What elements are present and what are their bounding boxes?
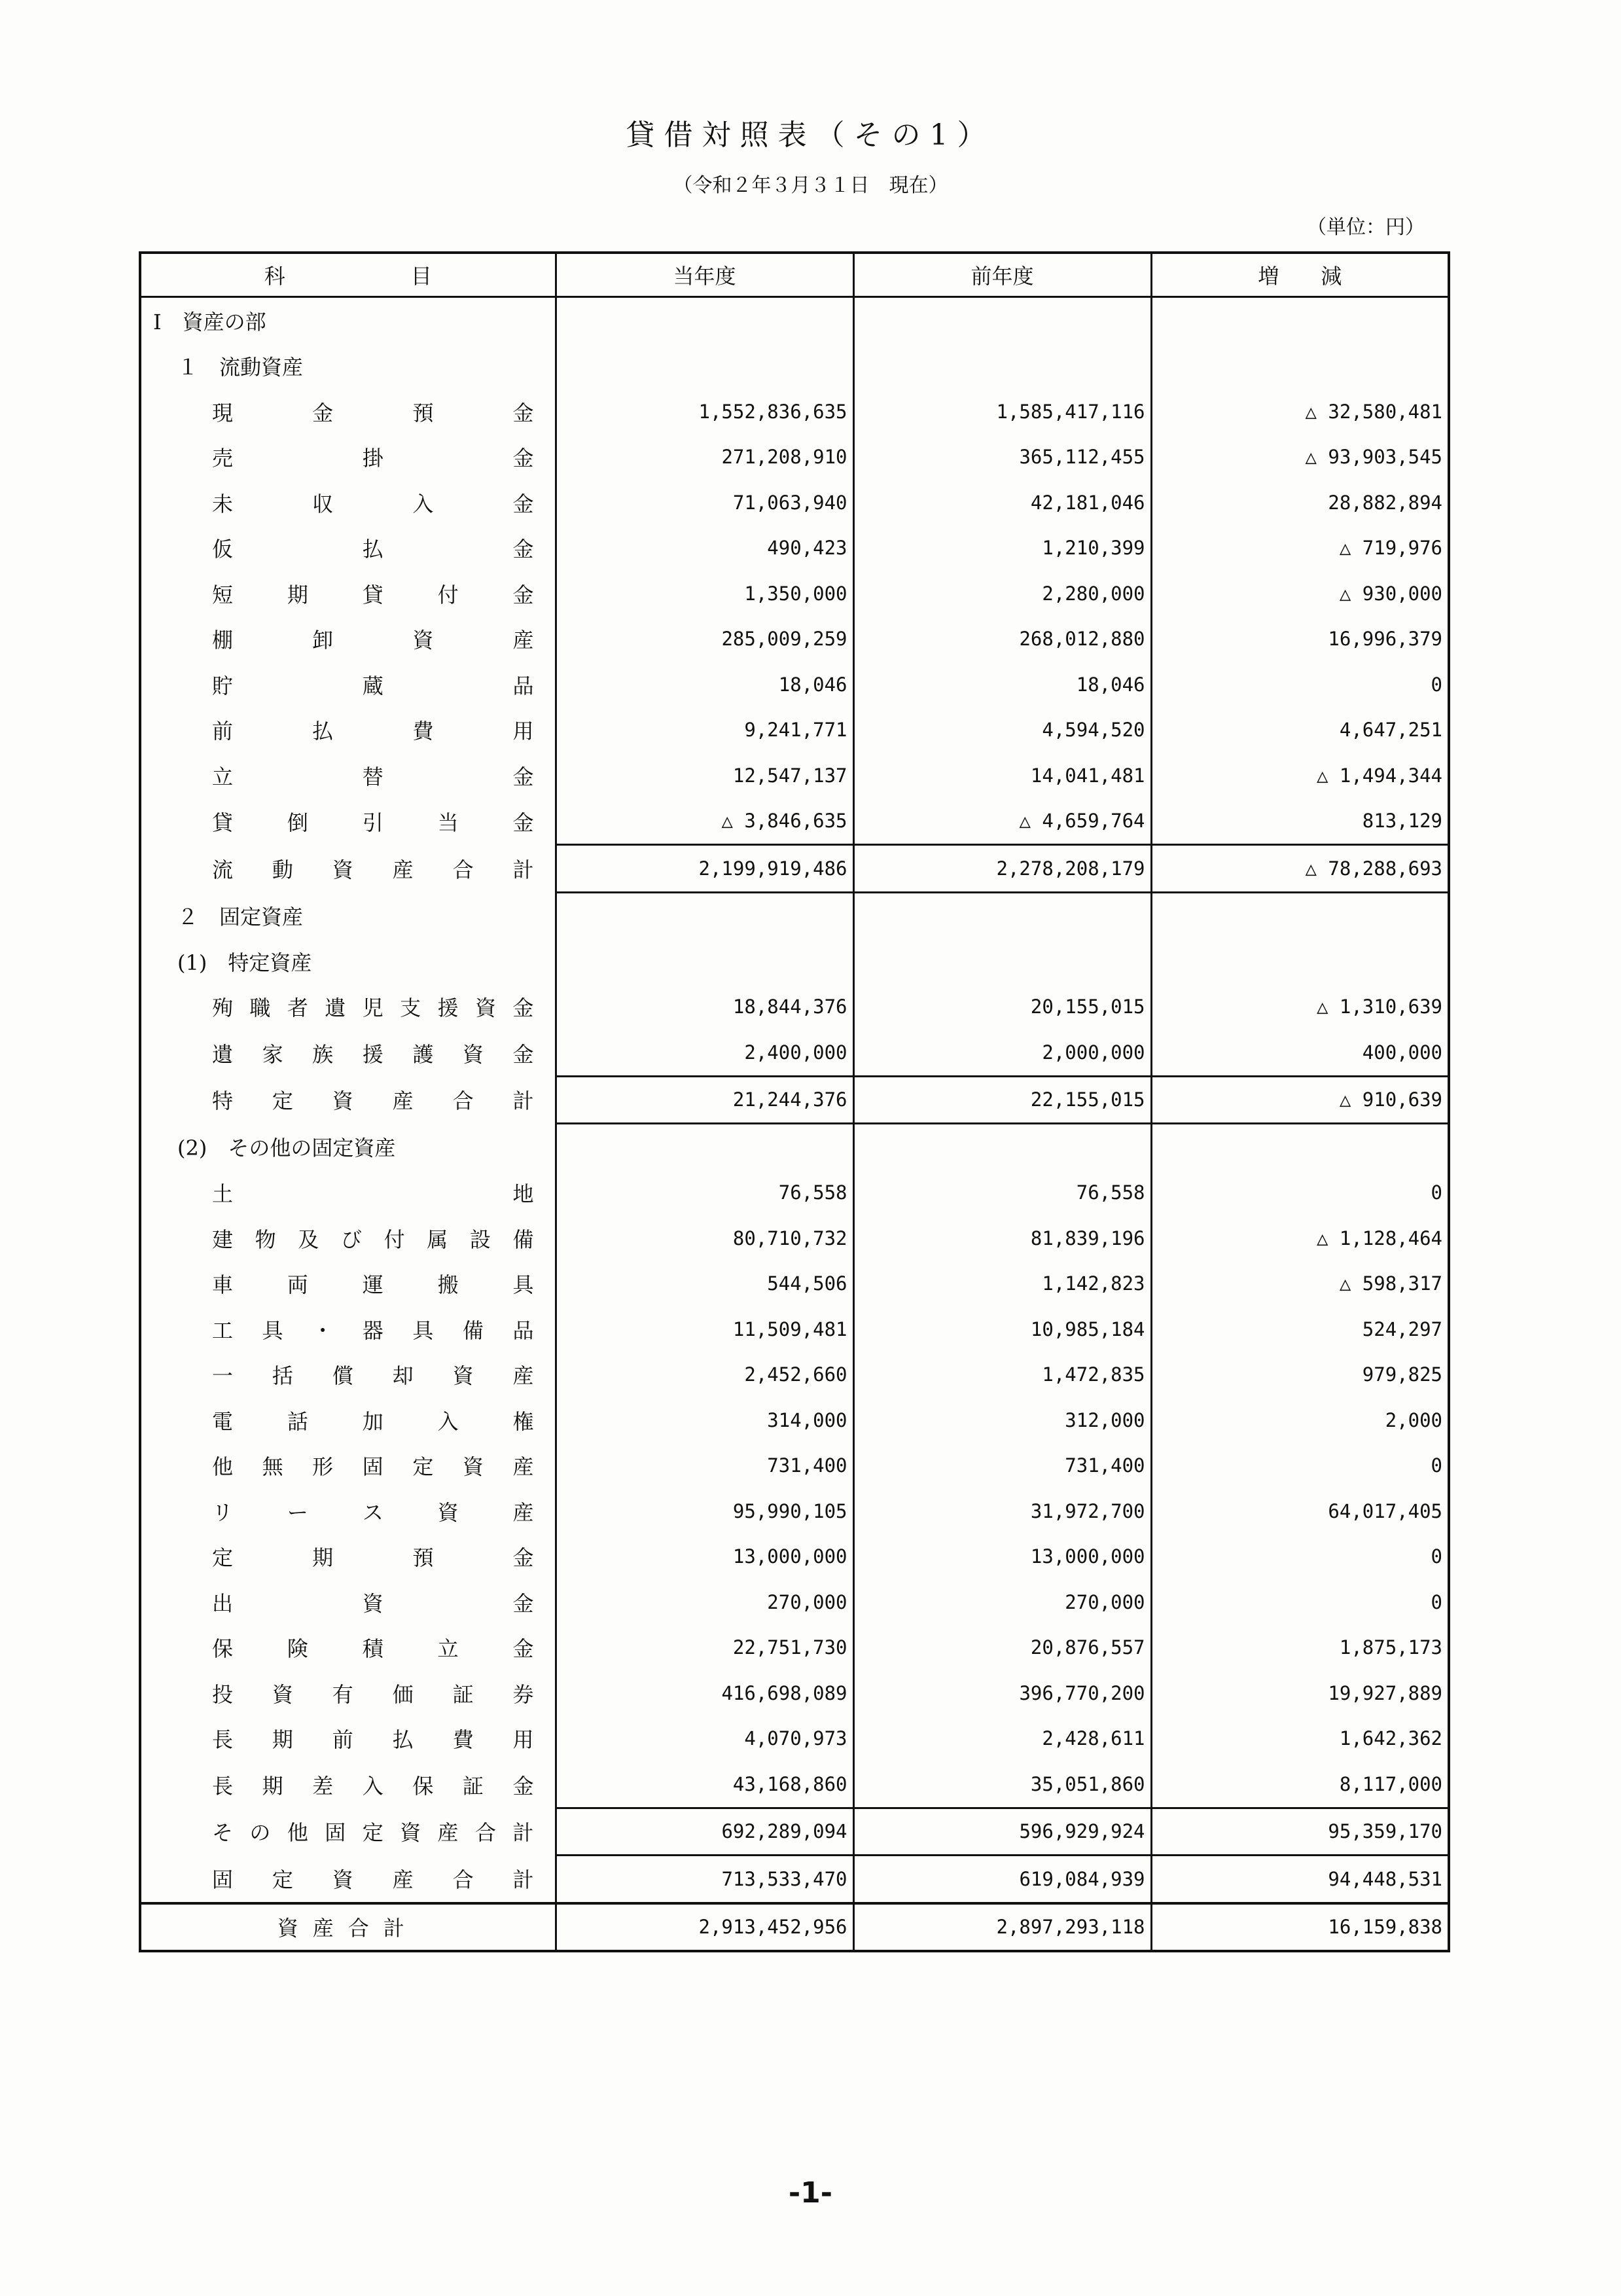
account-label-text: 保 険 積 立 金: [212, 1636, 534, 1662]
value-change: 0: [1151, 1534, 1449, 1580]
value-current: 271,208,910: [556, 435, 853, 480]
account-label: [140, 708, 556, 753]
value-change: 524,297: [1151, 1306, 1449, 1352]
section-assets: Ⅰ 資産の部: [140, 297, 556, 344]
value-current: 13,000,000: [556, 1534, 853, 1580]
table-row: [140, 1261, 1449, 1307]
value-current: 12,547,137: [556, 753, 853, 798]
empty-cell: [556, 892, 853, 939]
account-label: [140, 1261, 556, 1307]
account-label-text: 建 物 及 び 付 属 設 備: [212, 1227, 534, 1252]
value-previous: 2,280,000: [853, 571, 1151, 617]
table-row: [140, 1397, 1449, 1443]
value-previous: 1,210,399: [853, 526, 1151, 571]
account-label: [140, 1306, 556, 1352]
value-change: 16,996,379: [1151, 617, 1449, 662]
value-previous: 1,142,823: [853, 1261, 1151, 1307]
table-row: [140, 1170, 1449, 1216]
account-label-text: 短 期 貸 付 金: [212, 582, 534, 607]
page-number: -1-: [788, 2176, 833, 2210]
value-current: △ 3,846,635: [556, 798, 853, 845]
header-current-year: 当年度: [556, 253, 853, 297]
value-change: 1,875,173: [1151, 1625, 1449, 1671]
empty-cell: [1151, 297, 1449, 344]
section-row: [140, 939, 1449, 984]
section-current-assets: １ 流動資産: [140, 344, 556, 389]
account-label-text: 遺 家 族 援 護 資 金: [212, 1041, 534, 1067]
value-current: 713,533,470: [556, 1856, 853, 1903]
grand-total-change: 16,159,838: [1151, 1903, 1449, 1952]
header-change: 増 減: [1151, 253, 1449, 297]
value-previous: 10,985,184: [853, 1306, 1151, 1352]
table-row: [140, 662, 1449, 708]
header-previous-year: 前年度: [853, 253, 1151, 297]
account-label-text: 車 両 運 搬 具: [212, 1272, 534, 1298]
value-previous: 22,155,015: [853, 1076, 1151, 1124]
account-label: [140, 617, 556, 662]
account-label-text: 流 動 資 産 合 計: [212, 857, 534, 882]
value-previous: 18,046: [853, 662, 1151, 708]
value-current: 490,423: [556, 526, 853, 571]
value-previous: 20,876,557: [853, 1625, 1151, 1671]
table-row: [140, 984, 1449, 1030]
table-row: [140, 1716, 1449, 1762]
table-row: [140, 435, 1449, 480]
value-current: 731,400: [556, 1443, 853, 1489]
as-of-date: （令和２年３月３１日 現在）: [673, 174, 948, 197]
account-label: [140, 389, 556, 435]
empty-cell: [556, 939, 853, 984]
value-change: △ 910,639: [1151, 1076, 1449, 1124]
value-previous: 35,051,860: [853, 1761, 1151, 1808]
value-current: 2,199,919,486: [556, 845, 853, 893]
value-current: 95,990,105: [556, 1488, 853, 1534]
grand-total-previous: 2,897,293,118: [853, 1903, 1151, 1952]
value-previous: 396,770,200: [853, 1670, 1151, 1716]
table-row: [140, 1761, 1449, 1808]
account-label: [140, 753, 556, 798]
value-previous: 1,472,835: [853, 1352, 1151, 1398]
account-label-text: 長 期 前 払 費 用: [212, 1727, 534, 1753]
table-row: [140, 1443, 1449, 1489]
table-row: [140, 753, 1449, 798]
value-previous: 76,558: [853, 1170, 1151, 1216]
value-change: 4,647,251: [1151, 708, 1449, 753]
value-previous: 81,839,196: [853, 1215, 1151, 1261]
table-row: [140, 1488, 1449, 1534]
value-current: 21,244,376: [556, 1076, 853, 1124]
empty-cell: [853, 939, 1151, 984]
account-label: [140, 662, 556, 708]
account-label: [140, 571, 556, 617]
value-change: 0: [1151, 1579, 1449, 1625]
value-current: 270,000: [556, 1579, 853, 1625]
value-current: 43,168,860: [556, 1761, 853, 1808]
empty-cell: [1151, 939, 1449, 984]
value-previous: 619,084,939: [853, 1856, 1151, 1903]
table-row: [140, 571, 1449, 617]
account-label: [140, 1625, 556, 1671]
subtotal-row: [140, 1856, 1449, 1903]
section-fixed-assets: ２ 固定資産: [140, 892, 556, 939]
value-change: 8,117,000: [1151, 1761, 1449, 1808]
section-specific-assets: (1) 特定資産: [140, 939, 556, 984]
value-change: 28,882,894: [1151, 480, 1449, 526]
value-change: 813,129: [1151, 798, 1449, 845]
table-row: [140, 708, 1449, 753]
grand-total-current: 2,913,452,956: [556, 1903, 853, 1952]
section-row: [140, 892, 1449, 939]
value-change: △ 930,000: [1151, 571, 1449, 617]
value-current: 2,452,660: [556, 1352, 853, 1398]
account-label: [140, 1670, 556, 1716]
subtotal-row: [140, 845, 1449, 893]
account-label: [140, 1076, 556, 1124]
value-current: 18,046: [556, 662, 853, 708]
value-previous: 268,012,880: [853, 617, 1151, 662]
table-row: [140, 1306, 1449, 1352]
account-label-text: リ ー ス 資 産: [212, 1499, 534, 1525]
value-previous: △ 4,659,764: [853, 798, 1151, 845]
empty-cell: [853, 1124, 1151, 1170]
value-current: 416,698,089: [556, 1670, 853, 1716]
document-title: 貸借対照表（その1）: [626, 118, 995, 152]
account-label-text: 未 収 入 金: [212, 491, 534, 516]
account-label: [140, 1170, 556, 1216]
account-label-text: 売 掛 金: [212, 446, 534, 471]
subtotal-row: [140, 1076, 1449, 1124]
balance-sheet-table: [139, 251, 1450, 1952]
account-label: [140, 435, 556, 480]
value-previous: 4,594,520: [853, 708, 1151, 753]
value-change: 95,359,170: [1151, 1808, 1449, 1856]
account-label-text: 貯 蔵 品: [212, 673, 534, 698]
value-change: 0: [1151, 1170, 1449, 1216]
account-label: [140, 798, 556, 845]
value-previous: 2,428,611: [853, 1716, 1151, 1762]
account-label-text: 貸 倒 引 当 金: [212, 810, 534, 835]
value-previous: 2,000,000: [853, 1030, 1151, 1076]
value-previous: 1,585,417,116: [853, 389, 1151, 435]
value-current: 4,070,973: [556, 1716, 853, 1762]
account-label: [140, 1488, 556, 1534]
value-current: 314,000: [556, 1397, 853, 1443]
account-label: [140, 1443, 556, 1489]
value-current: 76,558: [556, 1170, 853, 1216]
table-row: [140, 480, 1449, 526]
account-label: [140, 1856, 556, 1903]
value-change: 64,017,405: [1151, 1488, 1449, 1534]
table-row: [140, 617, 1449, 662]
table-row: [140, 526, 1449, 571]
empty-cell: [556, 344, 853, 389]
value-previous: 31,972,700: [853, 1488, 1151, 1534]
header-subject: 科 目: [140, 253, 556, 297]
empty-cell: [853, 297, 1151, 344]
grand-total-label: 資産合計: [140, 1903, 556, 1952]
table-row: [140, 389, 1449, 435]
account-label-text: 出 資 金: [212, 1590, 534, 1616]
account-label: [140, 1534, 556, 1580]
empty-cell: [1151, 892, 1449, 939]
value-current: 692,289,094: [556, 1808, 853, 1856]
value-current: 80,710,732: [556, 1215, 853, 1261]
account-label: [140, 1808, 556, 1856]
account-label-text: 立 替 金: [212, 764, 534, 789]
account-label-text: 棚 卸 資 産: [212, 628, 534, 653]
value-previous: 596,929,924: [853, 1808, 1151, 1856]
table-row: [140, 1625, 1449, 1671]
account-label: [140, 1030, 556, 1076]
section-row: [140, 1124, 1449, 1170]
value-change: △ 1,494,344: [1151, 753, 1449, 798]
value-current: 1,350,000: [556, 571, 853, 617]
account-label-text: 投 資 有 価 証 券: [212, 1681, 534, 1707]
table-row: [140, 1579, 1449, 1625]
unit-label: （単位：円）: [1307, 216, 1425, 239]
value-change: 1,642,362: [1151, 1716, 1449, 1762]
value-change: 0: [1151, 1443, 1449, 1489]
value-previous: 365,112,455: [853, 435, 1151, 480]
account-label-text: 一 括 償 却 資 産: [212, 1363, 534, 1389]
value-change: 0: [1151, 662, 1449, 708]
value-previous: 14,041,481: [853, 753, 1151, 798]
value-change: △ 1,310,639: [1151, 984, 1449, 1030]
value-current: 11,509,481: [556, 1306, 853, 1352]
value-change: △ 1,128,464: [1151, 1215, 1449, 1261]
account-label-text: 工 具 ・ 器 具 備 品: [212, 1318, 534, 1343]
account-label: [140, 845, 556, 893]
grand-total-row: [140, 1903, 1449, 1952]
account-label: [140, 1761, 556, 1808]
value-current: 18,844,376: [556, 984, 853, 1030]
value-change: △ 93,903,545: [1151, 435, 1449, 480]
value-change: △ 719,976: [1151, 526, 1449, 571]
value-previous: 312,000: [853, 1397, 1151, 1443]
empty-cell: [853, 892, 1151, 939]
table-row: [140, 1534, 1449, 1580]
account-label: [140, 1352, 556, 1398]
value-current: 9,241,771: [556, 708, 853, 753]
account-label-text: 仮 払 金: [212, 537, 534, 562]
table-row: [140, 1352, 1449, 1398]
section-row: [140, 344, 1449, 389]
value-previous: 20,155,015: [853, 984, 1151, 1030]
value-current: 285,009,259: [556, 617, 853, 662]
account-label: [140, 1397, 556, 1443]
account-label: [140, 480, 556, 526]
value-change: 979,825: [1151, 1352, 1449, 1398]
account-label-text: 殉 職 者 遺 児 支 援 資 金: [212, 996, 534, 1021]
account-label-text: 電 話 加 入 権: [212, 1408, 534, 1434]
account-label: [140, 1716, 556, 1762]
table-row: [140, 1215, 1449, 1261]
value-previous: 13,000,000: [853, 1534, 1151, 1580]
account-label-text: 特 定 資 産 合 計: [212, 1088, 534, 1114]
value-previous: 731,400: [853, 1443, 1151, 1489]
header-row: [140, 253, 1449, 297]
value-current: 1,552,836,635: [556, 389, 853, 435]
account-label: [140, 984, 556, 1030]
empty-cell: [556, 1124, 853, 1170]
account-label-text: 現 金 預 金: [212, 400, 534, 425]
account-label-text: 前 払 費 用: [212, 719, 534, 744]
value-current: 22,751,730: [556, 1625, 853, 1671]
account-label: [140, 526, 556, 571]
table-row: [140, 1030, 1449, 1076]
value-previous: 42,181,046: [853, 480, 1151, 526]
value-change: 19,927,889: [1151, 1670, 1449, 1716]
value-change: △ 598,317: [1151, 1261, 1449, 1307]
section-other-fixed-assets: (2) その他の固定資産: [140, 1124, 556, 1170]
subtotal-row: [140, 1808, 1449, 1856]
value-change: 94,448,531: [1151, 1856, 1449, 1903]
table-body: [140, 297, 1449, 1952]
value-current: 544,506: [556, 1261, 853, 1307]
value-change: 2,000: [1151, 1397, 1449, 1443]
account-label-text: 土 地: [212, 1181, 534, 1207]
value-previous: 270,000: [853, 1579, 1151, 1625]
account-label-text: 定 期 預 金: [212, 1545, 534, 1571]
value-change: △ 78,288,693: [1151, 845, 1449, 893]
section-row: [140, 297, 1449, 344]
account-label-text: 長 期 差 入 保 証 金: [212, 1773, 534, 1799]
account-label-text: 固 定 資 産 合 計: [212, 1867, 534, 1892]
account-label-text: そ の 他 固 定 資 産 合 計: [212, 1820, 534, 1846]
account-label: [140, 1579, 556, 1625]
empty-cell: [853, 344, 1151, 389]
value-current: 2,400,000: [556, 1030, 853, 1076]
empty-cell: [1151, 344, 1449, 389]
value-change: 400,000: [1151, 1030, 1449, 1076]
value-change: △ 32,580,481: [1151, 389, 1449, 435]
value-current: 71,063,940: [556, 480, 853, 526]
account-label-text: 他 無 形 固 定 資 産: [212, 1454, 534, 1480]
table-row: [140, 1670, 1449, 1716]
empty-cell: [1151, 1124, 1449, 1170]
value-previous: 2,278,208,179: [853, 845, 1151, 893]
account-label: [140, 1215, 556, 1261]
empty-cell: [556, 297, 853, 344]
table-row: [140, 798, 1449, 845]
